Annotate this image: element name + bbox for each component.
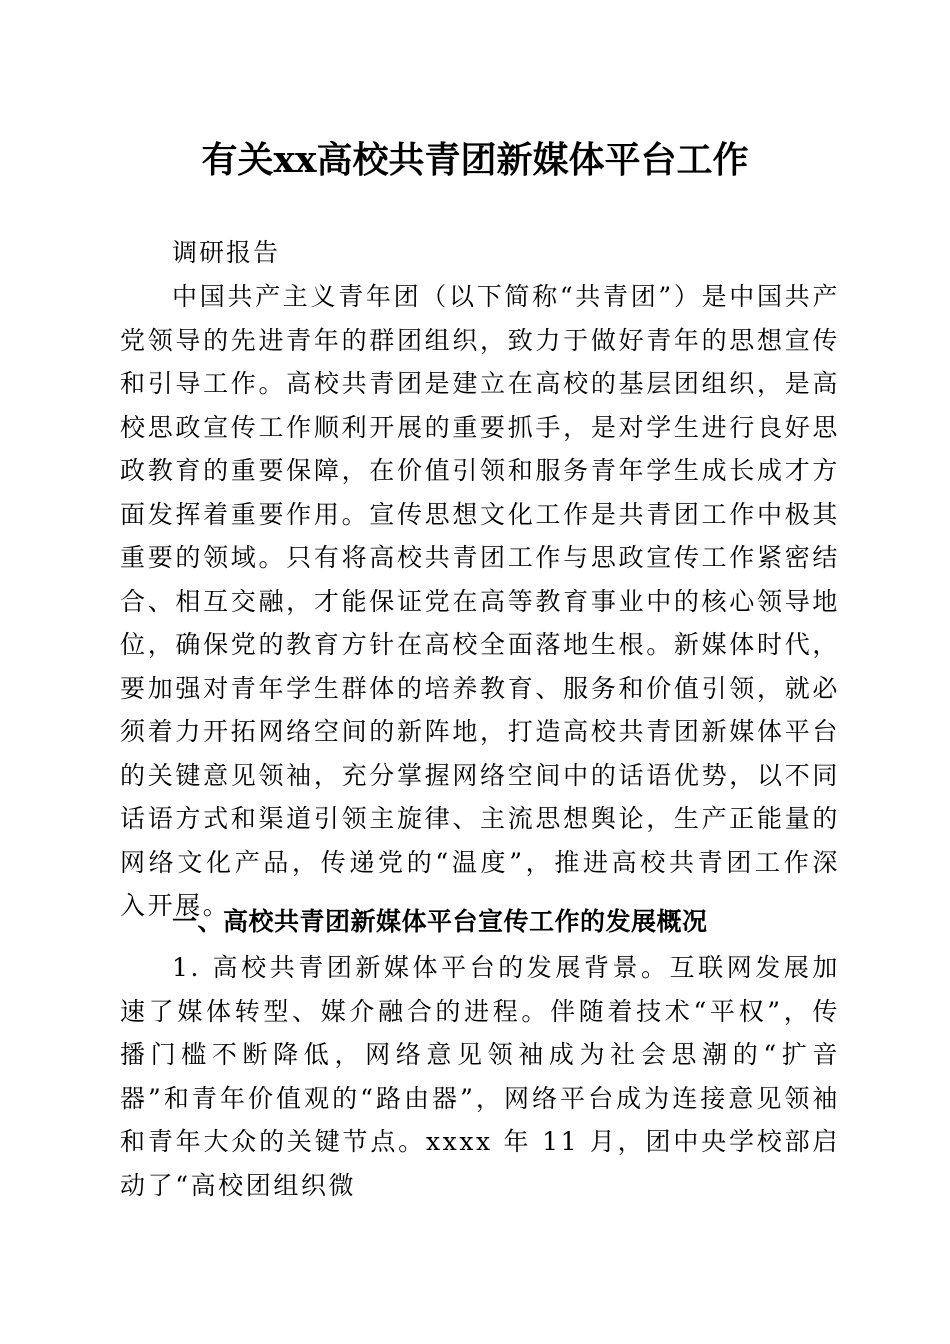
document-title: 有关xx高校共青团新媒体平台工作 xyxy=(201,139,749,181)
section-heading-1: 一、高校共青团新媒体平台宣传工作的发展概况 xyxy=(172,907,708,936)
paragraph-intro: 中国共产主义青年团（以下简称“共青团”）是中国共产党领导的先进青年的群团组织，致力于做好青年的思想宣传和引导工作。高校共青团是建立在高校的基层团组织，是高校思政宣传工作顺利开展的重要抓手，是对学生进行良好思政教育的重要保障，在价值引领和服务青年学生成长成才方面发挥着重要作用。宣传思想文化工作是共青团工作中极其重要的领域。只有将高校共青团工作与思政宣传工作紧密结合、相互交融，才能保证党在高等教育事业中的核心领导地位，确保党的教育方针在高校全面落地生根。新媒体时代，要加强对青年学生群体的培养教育、服务和价值引领，就必须着力开拓网络空间的新阵地，打造高校共青团新媒体平台的关键意见领袖，充分掌握网络空间中的话语优势，以不同话语方式和渠道引领主旋律、主流思想舆论，生产正能量的网络文化产品，传递党的“温度”，推进高校共青团工作深入开展。 xyxy=(120,282,840,920)
document-subtitle: 调研报告 xyxy=(172,238,281,267)
paragraph-background: 1. 高校共青团新媒体平台的发展背景。互联网发展加速了媒体转型、媒介融合的进程。伴随着技术“平权”，传播门槛不断降低，网络意见领袖成为社会思潮的“扩音器”和青年价值观的“路由器”，网络平台成为连接意见领袖和青年大众的关键节点。xxxx 年 11 月，团中央学校部启动了“高校团组织微 xyxy=(120,953,840,1200)
